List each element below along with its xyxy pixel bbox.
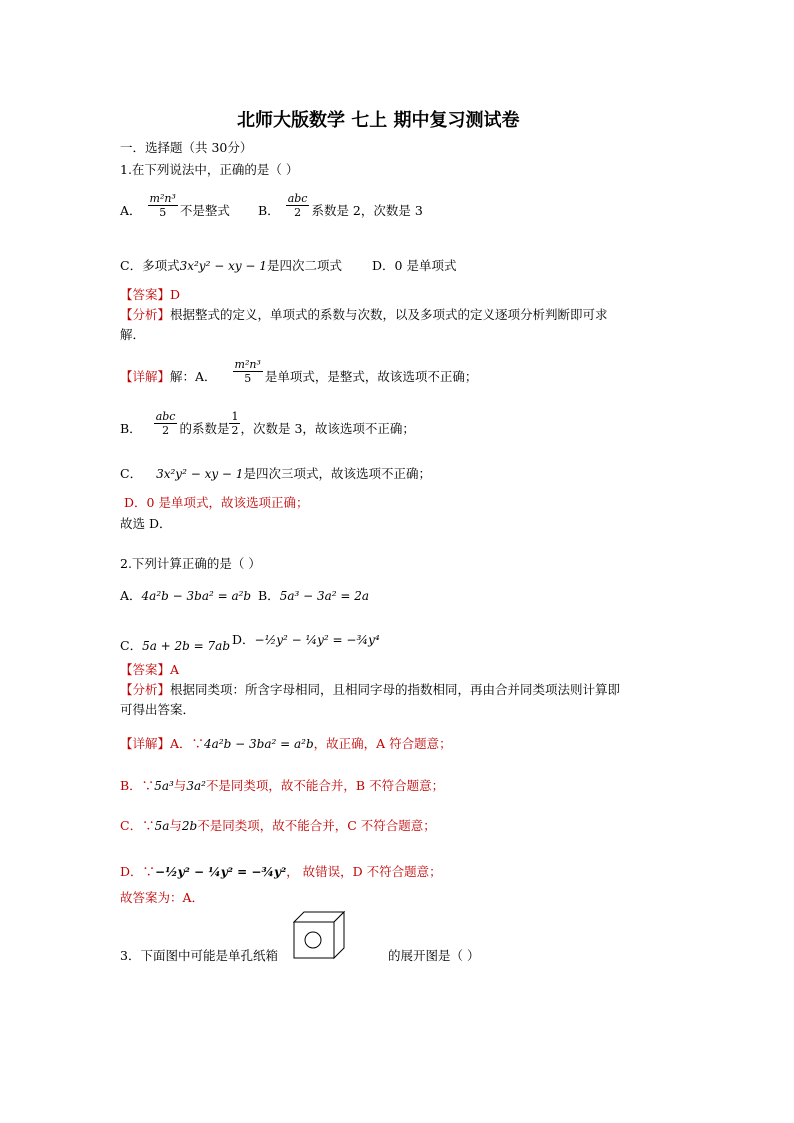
q2-analysis-line2: 可得出答案． [120,702,196,717]
q1-detail-a-text: 是单项式，是整式，故该选项不正确； [264,369,478,384]
q1-detail-a-den: 5 [244,372,252,385]
q2-option-a-label: A． [120,588,142,603]
q1-option-a-num: m²n³ [149,192,176,205]
q1-detail-b-den2: 2 [231,424,239,437]
q2-analysis-line1 [120,682,620,698]
q2-detail-b-label: B．∵ [120,778,155,793]
q1-option-d: D．0 是单项式 [372,258,457,273]
q1-option-c-expression: 3x²y² − xy − 1 [179,259,267,273]
q2-analysis-text1: 根据同类项：所含字母相同，且相同字母的指数相同，再由合并同类项法则计算即 [170,682,621,697]
q1-detail-b-fraction2 [229,410,240,437]
q2-conclusion: 故答案为：A． [120,890,205,905]
q1-detail-c-expression: 3x²y² − xy − 1 [156,467,244,481]
q2-detail-b [120,778,444,794]
q2-option-d [232,632,380,648]
page-title: 北师大版数学 七上 期中复习测试卷 [237,110,520,131]
q1-detail-a-label: 解：A． [170,369,217,384]
q2-detail-c-label: C．∵ [120,818,155,833]
q2-detail-c [120,818,436,834]
q2-option-d-expression: −½y² − ¼y² = −¾y⁴ [254,633,380,647]
q2-detail-c-expr2: 2b [181,819,198,833]
q2-detail-d-expression: −½y² − ¼y² = −¾y² [155,865,287,879]
q1-option-a-label: A． [120,203,142,218]
q2-detail-d-text: ， 故错误，D 不符合题意； [286,864,442,879]
q2-option-b-expression: 5a³ − 3a² = 2a [279,589,370,603]
q2-detail-c-expr1: 5a [154,819,170,833]
section-heading: 一．选择题（共 30分） [120,140,253,155]
q1-option-b-num: abc [287,192,308,205]
q1-detail-b-fraction [154,410,178,437]
q1-option-b-den: 2 [294,206,302,219]
q1-analysis-line2: 解． [120,327,146,342]
q1-analysis-tag: 【分析】 [120,307,171,322]
q2-detail-a-text: ，故正确，A 符合题意； [313,736,452,751]
q1-answer: 【答案】D [120,287,181,302]
q1-option-c-label: C．多项式 [120,258,180,273]
q1-option-a-fraction [148,192,178,219]
q1-detail-b-den: 2 [162,424,170,437]
q2-stem: 2.下列计算正确的是（ ） [120,556,261,571]
q2-detail-a-expression: 4a²b − 3ba² = a²b [204,737,314,751]
q1-option-b [258,192,423,219]
q1-option-a [120,192,230,219]
q3-stem-before: 3．下面图中可能是单孔纸箱 [120,948,278,963]
q2-detail-a [120,736,452,752]
q2-detail-c-text: 不是同类项，故不能合并，C 不符合题意； [197,818,436,833]
q2-answer: 【答案】A [120,662,180,677]
q2-option-c-label: C． [120,638,143,653]
q2-option-b-label: B． [258,588,280,603]
q1-detail-a-num: m²n³ [234,358,261,371]
q2-option-b [258,588,369,604]
q1-option-b-label: B． [258,203,280,218]
q1-detail-a-fraction [233,358,263,385]
single-hole-box-figure [292,910,350,960]
q2-detail-b-mid: 与 [173,778,187,793]
q1-analysis-text1: 根据整式的定义，单项式的系数与次数，以及多项式的定义逐项分析判断即可求 [170,307,608,322]
q2-option-a [120,588,251,604]
q1-detail-c-text: 是四次三项式，故该选项不正确； [243,466,431,481]
q1-detail-b-label: B． [120,421,142,436]
q1-detail-b [120,410,415,437]
q1-option-c [120,258,342,274]
q2-detail-a-label: A．∵ [170,736,205,751]
q1-conclusion: 故选 D． [120,516,172,531]
q1-option-c-text: 是四次二项式 [266,258,342,273]
q1-detail-b-num: abc [155,410,176,423]
q2-option-a-expression: 4a²b − 3ba² = a²b [141,589,252,603]
q1-option-a-text: 不是整式 [179,203,230,218]
q2-detail-c-mid: 与 [169,818,182,833]
q1-detail-tag: 【详解】 [120,369,171,384]
q2-detail-tag: 【详解】 [120,736,171,751]
q2-detail-b-expr2: 3a² [186,779,206,793]
q1-detail-c-label: C． [120,466,143,481]
q2-detail-b-expr1: 5a³ [154,779,174,793]
q1-detail-c [120,466,431,482]
q2-option-c [120,638,230,654]
q1-option-b-text: 系数是 2，次数是 3 [311,203,423,218]
q1-detail-b-mid: 的系数是 [179,421,230,436]
q1-detail-b-num2: 1 [231,410,239,423]
q1-stem: 1.在下列说法中，正确的是（ ） [120,162,299,177]
q1-option-a-den: 5 [159,206,167,219]
q1-detail-a [120,358,477,385]
q1-option-b-fraction [286,192,310,219]
q1-analysis-line1 [120,307,608,323]
q3-stem-after: 的展开图是（ ） [388,948,480,963]
q2-detail-d [120,864,442,880]
q1-detail-b-text: ，次数是 3，故该选项不正确； [240,421,415,436]
q2-analysis-tag: 【分析】 [120,682,171,697]
box-icon [292,910,350,960]
q1-detail-d: D．0 是单项式，故该选项正确； [124,495,309,510]
q2-detail-b-text: 不是同类项，故不能合并，B 不符合题意； [205,778,445,793]
q2-option-d-label: D． [232,632,255,647]
q2-detail-d-label: D．∵ [120,864,156,879]
q2-option-c-expression: 5a + 2b = 7ab [142,639,231,653]
